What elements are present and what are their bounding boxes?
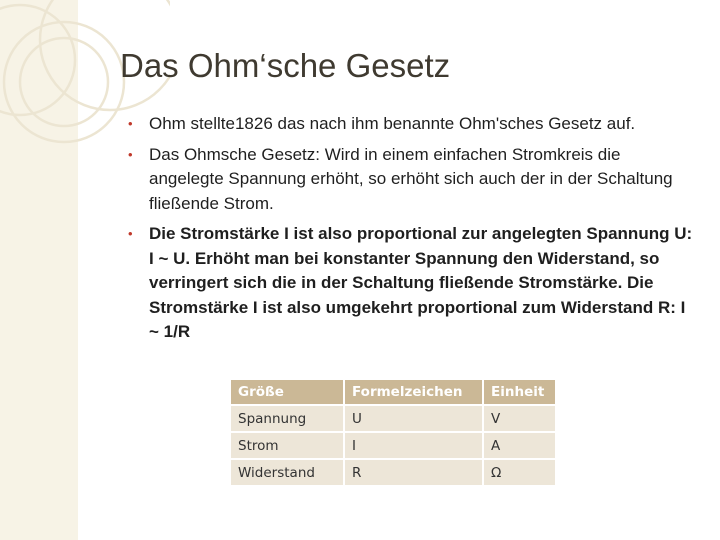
table-header-row [231, 380, 555, 404]
table-cell: Ω [484, 460, 555, 485]
quantities-table [229, 378, 557, 487]
bullet-text-emphasis: Ohm'sches Gesetz auf. [458, 114, 636, 133]
bullet-text: Ohm stellte1826 das nach ihm benannte [149, 114, 459, 133]
bullet-item-definition [128, 143, 698, 217]
bullet-text-bold: Die Stromstärke I ist also proportional zur angelegten Spannung U: I ~ U. Erhöht man bei konstanter Spannung den Widerstand, so verringert sich die in der Schaltung fließende Stromstärke. Die Stromstärke I ist also umgekehrt proportional zum Widerstand R: I ~ 1/R [149, 224, 693, 341]
table-row [231, 433, 555, 458]
bullet-term: Das Ohmsche Gesetz [149, 144, 316, 164]
bullet-list [128, 112, 698, 351]
header-cell-symbol: Formelzeichen [345, 380, 482, 404]
table-row [231, 406, 555, 431]
bullet-text: : Wird in einem einfachen Stromkreis die angelegte Spannung erhöht, so erhöht sich auch der in der Schaltung fließende Strom. [149, 144, 673, 213]
bullet-marker: • [128, 146, 133, 162]
table-cell: I [345, 433, 482, 458]
bullet-item-proportionality [128, 222, 698, 345]
table-cell: Spannung [231, 406, 343, 431]
bullet-item-history [128, 112, 698, 137]
table-cell: U [345, 406, 482, 431]
table-row [231, 460, 555, 485]
slide-title: Das Ohm‘sche Gesetz [120, 47, 451, 84]
bullet-marker: • [128, 116, 133, 131]
table-cell: Strom [231, 433, 343, 458]
table-cell: V [484, 406, 555, 431]
header-cell-unit: Einheit [484, 380, 555, 404]
table-cell: R [345, 460, 482, 485]
bullet-marker: • [128, 226, 133, 241]
header-cell-quantity: Größe [231, 380, 343, 404]
table-cell: A [484, 433, 555, 458]
table-cell: Widerstand [231, 460, 343, 485]
